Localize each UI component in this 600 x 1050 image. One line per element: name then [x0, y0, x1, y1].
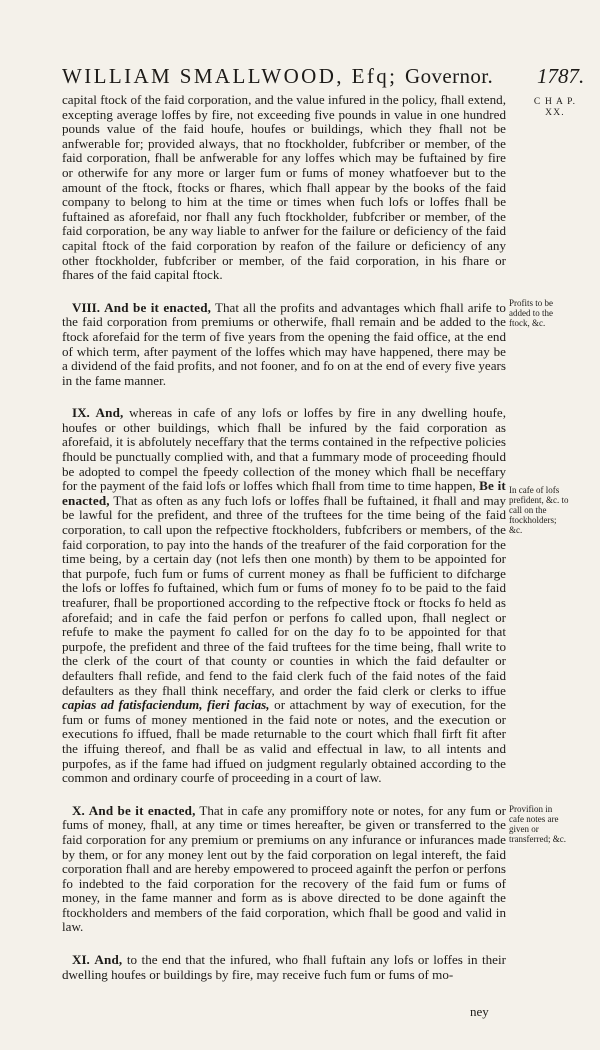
section-number: VIII. [72, 299, 101, 315]
margin-note-notes: Provifion in cafe notes are given or transferred; &c. [509, 804, 566, 844]
section-number: XI. [72, 952, 90, 968]
section-viii [62, 301, 506, 389]
chapter-label: C H A P. [533, 97, 577, 107]
paragraph-text: or attachment by way of execution, for the fum or fums of money mentioned in the faid note or notes, and the execution or executions fo iffued, fhall be made returnable to the court which fhall firft fit after the iffuing thereof, and fhall be as valid and effectual in law, to all intents and purpofes, as if the fame had iffued on judgment regularly obtained according to the common and ordinary courfe of proceeding in a court of law. [62, 697, 506, 786]
enacting-clause: Be it enacted, [62, 478, 506, 508]
margin-note-losses: In cafe of lofs prefident, &c. to call on the ftockholders; &c. [509, 485, 569, 535]
esquire-abbrev: Efq; [351, 64, 398, 88]
enacting-clause: And, [95, 405, 124, 421]
paragraph-continuation [62, 93, 506, 283]
margin-note-profits: Profits to be added to the ftock, &c. [509, 298, 553, 328]
chapter-number: XX. [545, 108, 565, 118]
section-x [62, 804, 506, 935]
governor-title: Governor. [405, 64, 494, 88]
enacting-clause: And, [94, 952, 123, 968]
year-heading: 1787. [537, 64, 585, 88]
paragraph-text: That all the profits and advantages which fhall arife to the faid corporation from premiums or otherwife, fhall remain and be added to the ftock aforefaid for the term of five years from the opening the faid office, at the end of which term, after payment of the loffes which may have happened, there may be a dividend of the faid profits, and not fooner, and fo on at the end of every five years in the fame manner. [62, 299, 506, 388]
chapter-marker [526, 97, 584, 119]
enacting-clause: And be it enacted, [104, 299, 212, 315]
running-head [62, 64, 548, 89]
section-number: IX. [72, 405, 90, 421]
enacting-clause: And be it enacted, [88, 802, 196, 818]
catchword: ney [470, 1004, 489, 1019]
paragraph-text: That as often as any fuch lofs or loffes fhall be fuftained, it fhall and may be lawful for the prefident, and three of the truftees for the time being of the faid corporation, to call upon the refpective ftockholders, fubfcribers or members, of the faid corporation, to pay into the hands of the treafurer of the faid corporation for the time being, by a certain day (not lefs then one month) by them to be appointed for that purpofe, fuch fum or fums of current money as fhall be fufficient to difcharge the lofs or loffes fo fuftained, which fum or fums of money fo to be paid to the faid treafurer, fhall be proportioned according to the refpective ftock or ftocks fo held as aforefaid; and in cafe the faid perfon or perfons fo called upon, fhall neglect or refufe to make the payment fo called for on the day fo to be appointed for that purpofe, the prefident and three of the faid truftees for the time being, fhall write to the clerk of the court of that county or counties in which the faid defaulter or defaulters fhall refide, and fend to the faid clerk fuch of the faid notes of the faid defaulters as they fhall think neceffary, and order the faid clerk or clerks to iffue [62, 492, 506, 698]
paragraph-text: That in cafe any promiffory note or notes, for any fum or fums of money, fhall, at any time or times hereafter, be given or transferred to the faid corporation for any premium or premiums on any infurance or infurances made by them, or for any money lent out by the faid corporation on legal intereft, the faid corporation fhall and are hereby empowered to proceed againft the perfon or perfons fo indebted to the faid corporation for the recovery of the faid fum or fums of money, in the fame manner and form as is above directed to be done againft the ftockholders and members of the faid corporation, which fhall be good and valid in law. [62, 802, 506, 935]
paragraph-text: capital ftock of the faid corporation, and the value infured in the policy, fhall extend, excepting average loffes by fire, not exceeding five pounds in value in one hundred pounds value of the faid houfe, houfes or buildings, which they fhall not be anfwerable for; provided always, that no ftockholder, fubfcriber or member, of the faid corporation, fhall be anfwerable for any loffes which may be fuftained by fire or otherwife for any more or larger fum or fums of money whatfoever but to the amount of the ftock, ftocks or fhares, which fhall appear by the books of the faid company to belong to him at the time or times when fuch lofs or loffes fhall be fuftained as aforefaid, nor fhall any fuch ftockholder, fubfcriber or member, of the faid corporation, be any way liable to anfwer for the failure or deficiency of the faid capital ftock of the faid corporation by reafon of the failure or deficiency of any other ftockholder, fubfcriber or member, of the faid corporation, in his fhare or fhares of the faid capital ftock. [62, 92, 506, 283]
body-text [62, 93, 506, 1000]
running-title: WILLIAM SMALLWOOD, [62, 64, 344, 88]
section-number: X. [72, 802, 85, 818]
paragraph-text: whereas in cafe of any lofs or loffes by fire in any dwelling houfe, houfes or other buildings, which fhall be infured by the faid corporation as aforefaid, it is abfolutely neceffary that the terms contained in the refpective policies fhould be punctually complied with, and that a fummary mode of proceeding fhould be adopted to compel the fpeedy collection of the money which fhall be neceffary for the payment of the faid lofs or loffes which fhall from time to time happen, [62, 405, 506, 494]
paragraph-text: to the end that the infured, who fhall fuftain any lofs or loffes in their dwelling houfes or buildings by fire, may receive fuch fum or fums of mo- [62, 952, 506, 982]
writ-names: capias ad fatisfaciendum, fieri facias, [62, 697, 270, 713]
section-ix [62, 406, 506, 785]
section-xi [62, 953, 506, 982]
